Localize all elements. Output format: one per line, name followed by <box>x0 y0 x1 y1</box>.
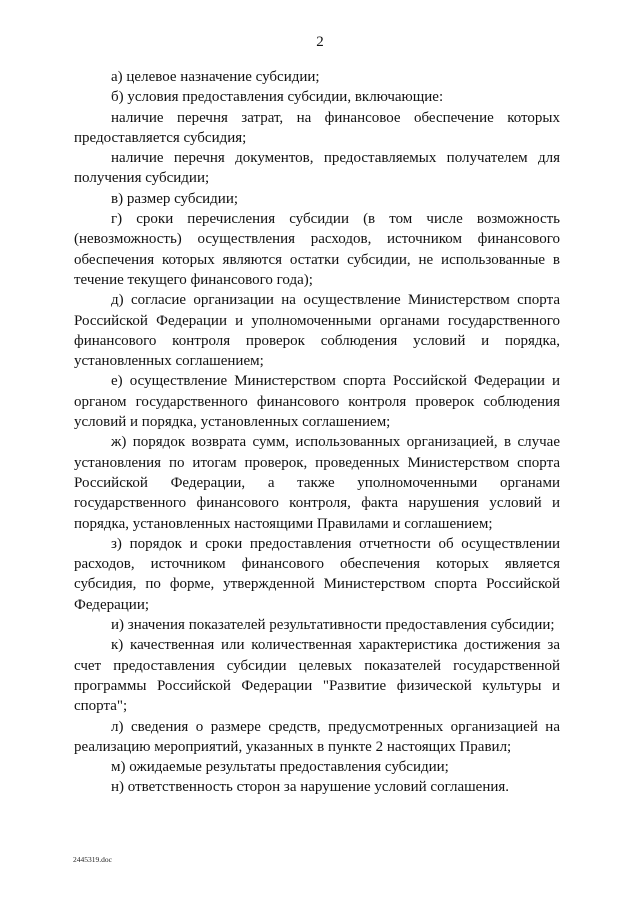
list-item: е) осуществление Министерством спорта Российской Федерации и органом государственного финансового контроля проверок соблюдения условий и порядка, установленных соглашением; <box>74 373 560 431</box>
page-number: 2 <box>316 34 324 50</box>
list-item: и) значения показателей результативности предоставления субсидии; <box>111 617 555 634</box>
document-filename: 2445319.doc <box>73 855 112 864</box>
list-item: ж) порядок возврата сумм, использованных организацией, в случае установления по итогам проверок, проведенных Министерством спорта Российской Федерации, а также уполномоченными органами государственного финансового контроля, факта нарушения условий и порядка, установленных настоящими Правилами и соглашением; <box>74 434 560 532</box>
list-item: л) сведения о размере средств, предусмотренных организацией на реализацию мероприятий, указанных в пункте 2 настоящих Правил; <box>74 718 560 755</box>
list-item: б) условия предоставления субсидии, включающие: <box>111 89 444 106</box>
list-item: наличие перечня затрат, на финансовое обеспечение которых предоставляется субсидия; <box>74 109 560 146</box>
list-item: а) целевое назначение субсидии; <box>111 69 320 85</box>
document-body <box>74 67 560 798</box>
list-item: м) ожидаемые результаты предоставления субсидии; <box>111 759 449 776</box>
list-item: д) согласие организации на осуществление Министерством спорта Российской Федерации и уполномоченными органами государственного финансового контроля проверок соблюдения условий и порядка, установленных соглашением; <box>74 292 560 370</box>
list-item: н) ответственность сторон за нарушение условий соглашения. <box>111 779 510 796</box>
list-item: наличие перечня документов, предоставляемых получателем для получения субсидии; <box>74 150 560 187</box>
list-item: з) порядок и сроки предоставления отчетности об осуществлении расходов, источником финансового обеспечения которых является субсидия, по форме, утвержденной Министерством спорта Российской Федерации; <box>74 535 560 613</box>
list-item: в) размер субсидии; <box>111 190 239 207</box>
list-item: г) сроки перечисления субсидии (в том числе возможность (невозможность) осуществления расходов, источником финансового обеспечения которых являются остатки субсидии, не использованные в течение текущего финансового года); <box>74 211 560 288</box>
list-item: к) качественная или количественная характеристика достижения за счет предоставления субсидии целевых показателей государственной программы Российской Федерации "Развитие физической культуры и спорта"; <box>74 637 560 715</box>
